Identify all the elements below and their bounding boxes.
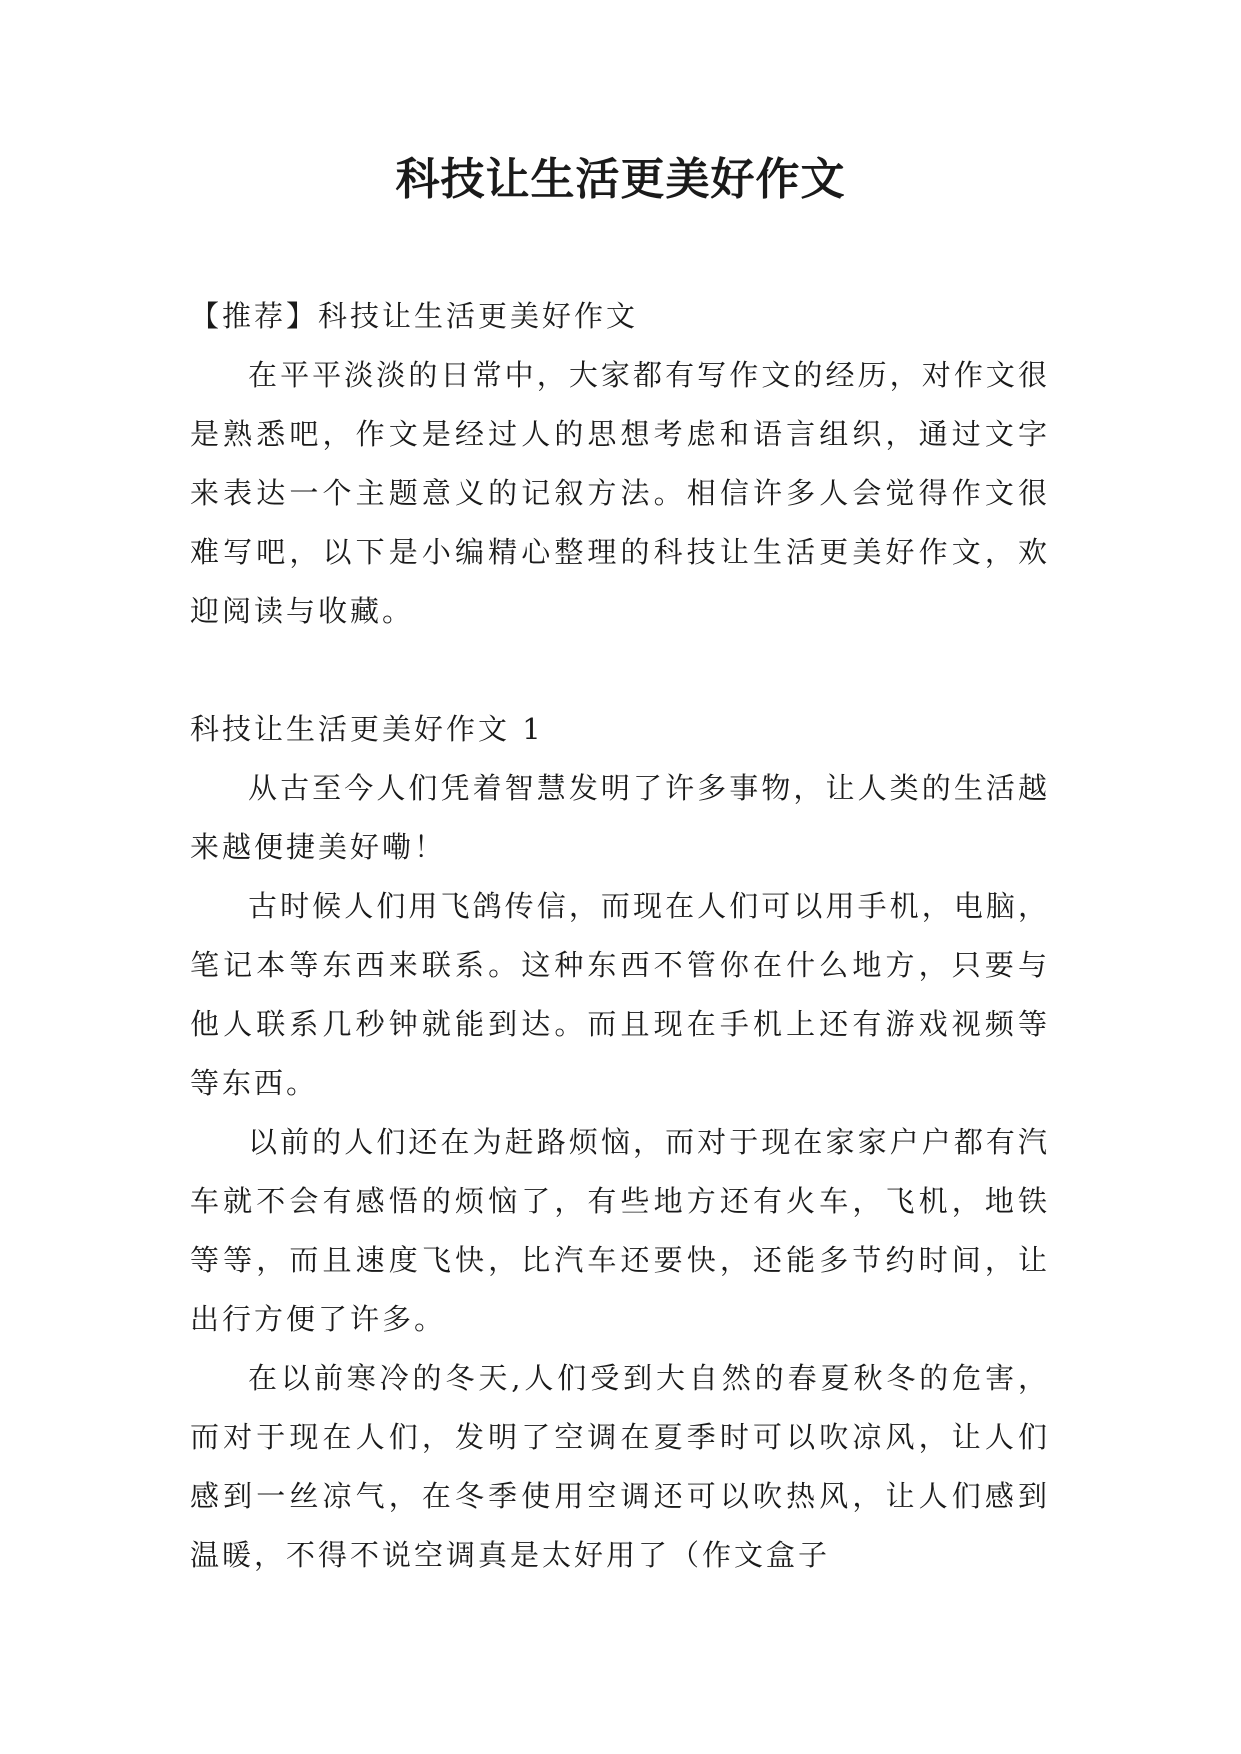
body-paragraph: 以前的人们还在为赶路烦恼，而对于现在家家户户都有汽车就不会有感悟的烦恼了，有些地方还有火车，飞机，地铁等等，而且速度飞快，比汽车还要快，还能多节约时间，让出行方便了许多。 [190, 1125, 1050, 1336]
body-paragraph: 古时候人们用飞鸽传信，而现在人们可以用手机，电脑，笔记本等东西来联系。这种东西不管你在什么地方，只要与他人联系几秒钟就能到达。而且现在手机上还有游戏视频等等东西。 [190, 889, 1050, 1100]
section-spacer [190, 641, 1050, 700]
section-heading: 科技让生活更美好作文 1 [190, 712, 544, 746]
body-paragraph: 从古至今人们凭着智慧发明了许多事物，让人类的生活越来越便捷美好嘞！ [190, 771, 1050, 864]
document-title: 科技让生活更美好作文 [395, 154, 846, 205]
intro-paragraph: 在平平淡淡的日常中，大家都有写作文的经历，对作文很是熟悉吧，作文是经过人的思想考虑和语言组织，通过文字来表达一个主题意义的记叙方法。相信许多人会觉得作文很难写吧，以下是小编精心整理的科技让生活更美好作文，欢迎阅读与收藏。 [190, 358, 1050, 628]
recommend-line: 【推荐】科技让生活更美好作文 [190, 299, 639, 333]
body-paragraph: 在以前寒冷的冬天,人们受到大自然的春夏秋冬的危害，而对于现在人们，发明了空调在夏季时可以吹凉风，让人们感到一丝凉气，在冬季使用空调还可以吹热风，让人们感到温暖，不得不说空调真是太好用了（作文盒子 [190, 1361, 1050, 1572]
document-body [190, 287, 1050, 1585]
